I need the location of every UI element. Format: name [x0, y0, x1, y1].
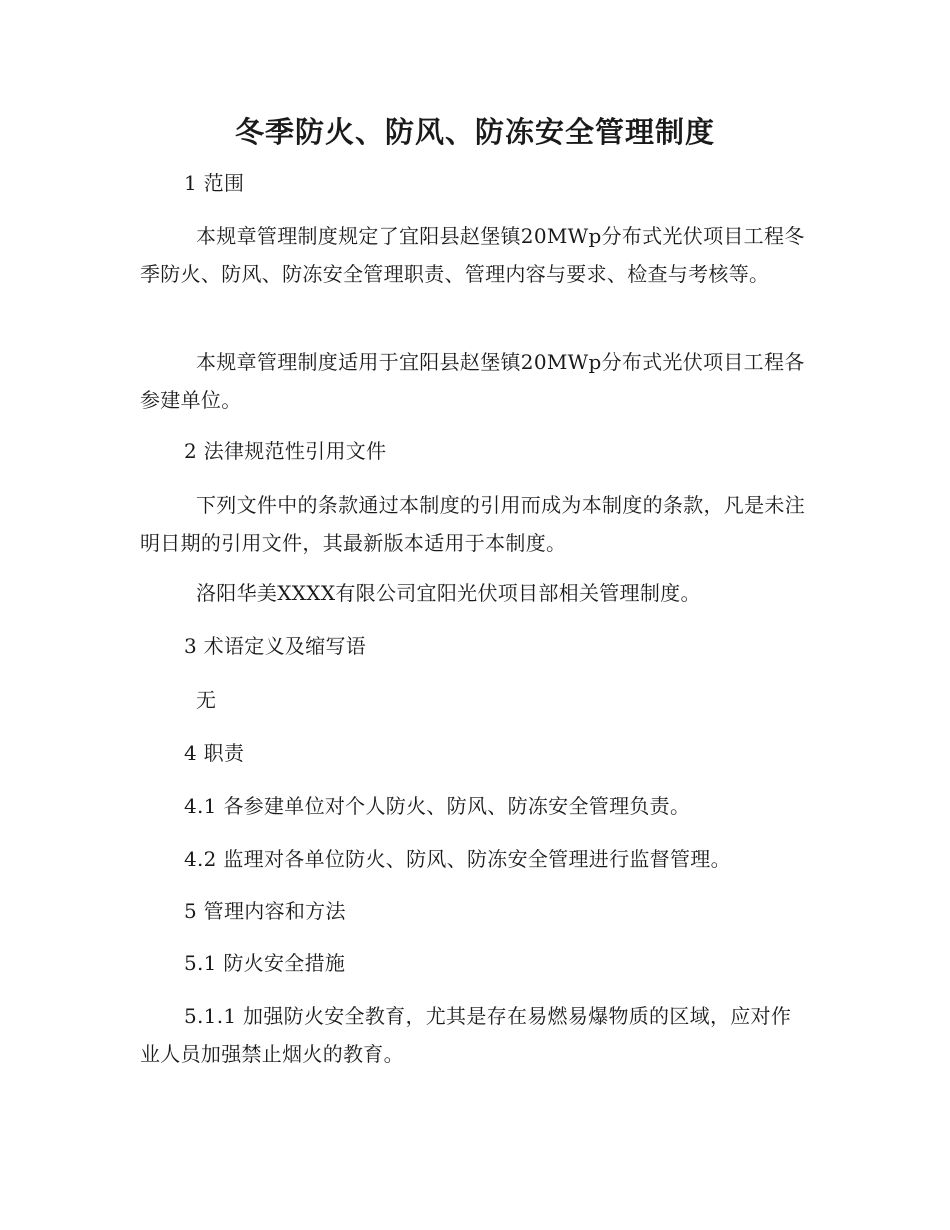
section-heading-duties: 4 职责	[184, 741, 245, 765]
paragraph-terms-none: 无	[196, 688, 217, 712]
subsection-heading-fire-safety: 5.1 防火安全措施	[184, 951, 346, 975]
document-title: 冬季防火、防风、防冻安全管理制度	[234, 115, 715, 149]
paragraph-scope-2: 本规章管理制度适用于宜阳县赵堡镇20MWp分布式光伏项目工程各参建单位。	[140, 350, 805, 412]
paragraph-references-1: 下列文件中的条款通过本制度的引用而成为本制度的条款，凡是未注明日期的引用文件，其最新版本适用于本制度。	[140, 493, 805, 555]
section-heading-management: 5 管理内容和方法	[184, 899, 346, 923]
paragraph-references-2: 洛阳华美XXXX有限公司宜阳光伏项目部相关管理制度。	[196, 581, 701, 605]
paragraph-scope-1: 本规章管理制度规定了宜阳县赵堡镇20MWp分布式光伏项目工程冬季防火、防风、防冻安全管理职责、管理内容与要求、检查与考核等。	[140, 224, 805, 286]
paragraph-fire-safety-5-1-1: 5.1.1 加强防火安全教育，尤其是存在易燃易爆物质的区域，应对作业人员加强禁止烟火的教育。	[140, 1004, 792, 1066]
paragraph-duties-4-2: 4.2 监理对各单位防火、防风、防冻安全管理进行监督管理。	[184, 847, 731, 871]
section-heading-terms: 3 术语定义及缩写语	[184, 634, 367, 658]
paragraph-duties-4-1: 4.1 各参建单位对个人防火、防风、防冻安全管理负责。	[184, 794, 691, 818]
section-heading-scope: 1 范围	[184, 171, 245, 195]
section-heading-references: 2 法律规范性引用文件	[184, 439, 387, 463]
